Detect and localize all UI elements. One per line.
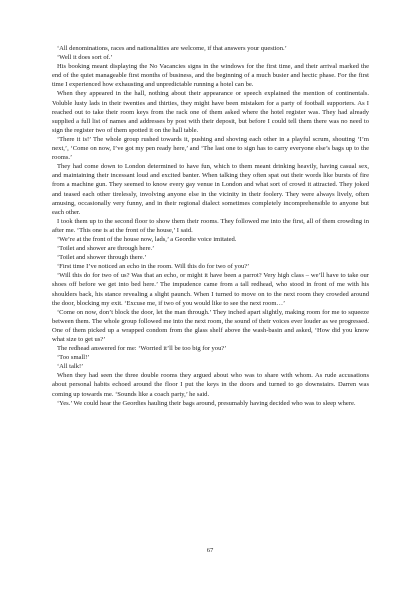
page-number: 67 [206, 547, 214, 554]
paragraph: ‘First time I’ve noticed an echo in the room. Will this do for two of you?’ [57, 263, 250, 271]
paragraph: ‘We’re at the front of the house now, lads,’ a Geordie voice imitated. [57, 235, 237, 243]
paragraph: ‘There it is!’ The whole group rushed towards it, pushing and shoving each other in a playful scrum, shouting ‘I’m next,’, ‘Come on now, I’ve got my pen ready here,’ and ‘The last one to sign has to carry everyone else’s bags up to the rooms.’ [52, 135, 369, 162]
page-body [52, 44, 369, 408]
paragraph: ‘All talk!’ [57, 363, 84, 371]
paragraph: When they had seen the three double rooms they argued about who was to share with whom. As rude accusations about personal habits echoed around the floor I put the keys in the doors and turned to go downstairs. Darren was coming up towards me. ‘Sounds like a coach party,’ he said. [52, 372, 369, 398]
paragraph: ‘Yes.’ We could hear the Geordies hauling their bags around, presumably having decided who was to sleep where. [57, 399, 356, 407]
paragraph: They had come down to London determined to have fun, which to them meant drinking heavily, having casual sex, and maintaining their incessant loud and excited banter. When talking they often spat out their words like bursts of fire from a machine gun. They seemed to know every gay venue in London and what sort of crowd it attracted. They joked and teased each other tirelessly, involving anyone else in the vicinity in their foolery. They were always lively, often amusing, occasionally very funny, and in their regional dialect sometimes completely incomprehensible to anyone but each other. [52, 163, 369, 216]
paragraph: ‘Toilet and shower are through here.’ [57, 245, 155, 253]
paragraph: The redhead answered for me: ‘Worried it’ll be too big for you?’ [57, 345, 227, 353]
paragraph: I took them up to the second floor to show them their rooms. They followed me into the first, all of them crowding in after me. ‘This one is at the front of the house,’ I said. [52, 217, 369, 234]
paragraph: ‘Come on now, don’t block the door, let the man through.’ They inched apart slightly, making room for me to squeeze between them. The whole group followed me into the next room, the sound of their voices ever louder as we progressed. One of them picked up a wrapped condom from the glass shelf above the wash-basin and asked, ‘How did you know what size to get us?’ [52, 308, 369, 343]
paragraph: When they appeared in the hall, nothing about their appearance or speech explained the mention of continentals. Voluble lusty lads in their twenties and thirties, they might have been mistaken for a party of football supporters. As I reached out to take their room keys from the rack one of them asked where the hotel register was. They had already supplied a full list of names and addresses by post with their deposit, but before I could tell them there was no need to sign the register two of them spotted it on the hall table. [52, 90, 369, 134]
paragraph: ‘All denominations, races and nationalities are welcome, if that answers your question.’ [57, 45, 287, 52]
paragraph: ‘Well it does sort of.’ [57, 54, 113, 62]
paragraph: ‘Toilet and shower through there.’ [57, 254, 147, 262]
paragraph: His booking meant displaying the No Vacancies signs in the windows for the first time, and their arrival marked the end of the quiet manageable first months of business, and the beginning of a much busier and hectic phase. For the first time I experienced how exhausting and unpredictable running a hotel can be. [52, 63, 369, 89]
paragraph: ‘Too small!’ [57, 354, 90, 362]
paragraph: ‘Will this do for two of us? Was that an echo, or might it have been a parrot? Very high class – we’ll have to take our shoes off before we get into bed here.’ The impudence came from a tall redhead, who stood in front of me with his shoulders back, his stance revealing a slight paunch. When I turned to move on to the next room they crowded around the door, blocking my exit. ‘Excuse me, if two of you would like to see the next room…’ [52, 272, 369, 307]
